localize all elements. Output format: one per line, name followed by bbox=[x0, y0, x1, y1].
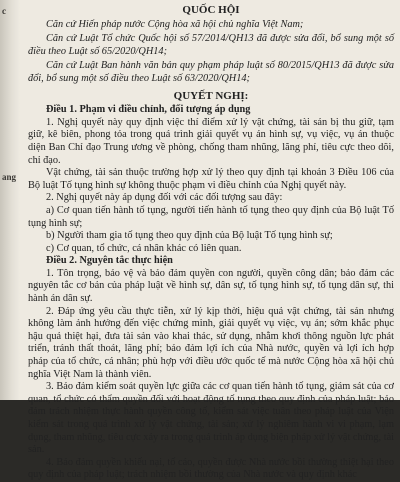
book-spine-shadow bbox=[0, 0, 20, 400]
article-title: Điều 1. Phạm vi điều chỉnh, đối tượng áp dụng bbox=[46, 104, 251, 116]
article-title: Điều 2. Nguyên tắc thực hiện bbox=[46, 255, 173, 267]
article-paragraph: 1. Tôn trọng, bảo vệ và bảo đảm quyền con người, quyền công dân; bảo đảm các nguyên tắc cơ bản của pháp luật về hình sự, dân sự, tố tụng hình sự, tố tụng dân sự, thi hành án dân sự. bbox=[28, 267, 394, 305]
margin-mark: ang bbox=[2, 172, 17, 182]
article-clause: c) Cơ quan, tổ chức, cá nhân khác có liên quan. bbox=[46, 242, 242, 254]
article-clause: a) Cơ quan tiến hành tố tụng, người tiến hành tố tụng theo quy định của Bộ luật Tố tụng hình sự; bbox=[28, 204, 394, 229]
margin-mark: c bbox=[2, 6, 6, 16]
document-title: QUỐC HỘI bbox=[182, 4, 240, 16]
article-paragraph: 2. Đáp ứng yêu cầu thực tiễn, xử lý kịp thời, hiệu quả vật chứng, tài sản nhưng không làm ảnh hưởng đến việc chứng minh, giải quyết vụ việc, vụ án; sớm khắc phục hậu quả thiệt hại, đưa tài sản vào khai thác, sử dụng, nhằm khơi thông nguồn lực phát triển, tránh thất thoát, lãng phí; bảo đảm lợi ích của Nhà nước, quyền và lợi ích hợp pháp của tổ chức, cá nhân; phù hợp với điều ước quốc tế mà nước Cộng hòa xã hội chủ nghĩa Việt Nam là thành viên. bbox=[28, 305, 394, 380]
legal-basis: Căn cứ Hiến pháp nước Cộng hòa xã hội chủ nghĩa Việt Nam; bbox=[46, 18, 304, 30]
article-paragraph: 2. Nghị quyết này áp dụng đối với các đối tượng sau đây: bbox=[46, 192, 283, 204]
legal-basis: Căn cứ Luật Ban hành văn bản quy phạm pháp luật số 80/2015/QH13 đã được sửa đổi, bổ sung một số điều theo Luật số 63/2020/QH14; bbox=[28, 60, 394, 84]
resolution-heading: QUYẾT NGHỊ: bbox=[173, 89, 249, 102]
article-paragraph: 1. Nghị quyết này quy định việc thí điểm xử lý vật chứng, tài sản bị thu giữ, tạm giữ, kê biên, phong tỏa trong quá trình giải quyết vụ án hình sự, vụ việc, vụ án thuộc diện Ban Chỉ đạo Trung ương về phòng, chống tham nhũng, lãng phí, tiêu cực theo dõi, chỉ đạo. bbox=[28, 116, 394, 166]
article-paragraph: 4. Bảo đảm quyền khiếu nại, tố cáo, quyền được Nhà nước bồi thường thiệt hại theo quy định của pháp luật; trách nhiệm bồi thường của Nhà nước và quy định khác bbox=[28, 456, 394, 481]
document-body bbox=[28, 4, 394, 482]
article-paragraph: Vật chứng, tài sản thuộc trường hợp xử lý theo quy định tại khoản 3 Điều 106 của Bộ luật Tố tụng hình sự không thuộc phạm vi điều chỉnh của Nghị quyết này. bbox=[28, 167, 394, 191]
article-clause: b) Người tham gia tố tụng theo quy định của Bộ luật Tố tụng hình sự; bbox=[46, 230, 333, 242]
article-paragraph: 3. Bảo đảm kiểm soát quyền lực giữa các cơ quan tiến hành tố tụng, giám sát của cơ quan, tổ chức có thẩm quyền đối với hoạt động tố tụng theo quy định của pháp luật; bảo đảm trách nhiệm thực hành quyền công tố, kiểm sát việc tuân theo pháp luật của Viện kiểm sát trong quá trình xử lý vật chứng, tài sản; xử lý nghiêm hành vi vi phạm, lạm dụng, tham nhũng, tiêu cực xảy ra trong quá trình áp dụng biện pháp xử lý vật chứng, tài sản. bbox=[28, 381, 394, 456]
legal-basis: Căn cứ Luật Tổ chức Quốc hội số 57/2014/QH13 đã được sửa đổi, bổ sung một số điều theo Luật số 65/2020/QH14; bbox=[28, 33, 394, 57]
